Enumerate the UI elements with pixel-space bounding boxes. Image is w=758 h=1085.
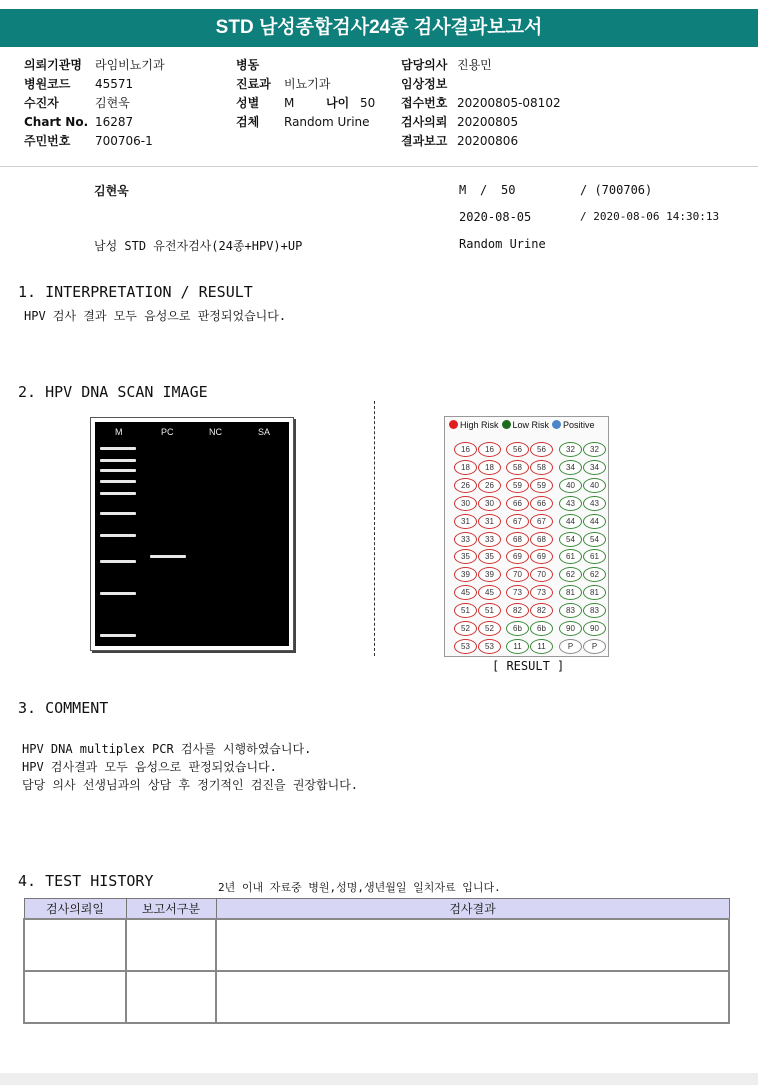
header-field-value: 700706-1 — [95, 134, 153, 148]
hpv-type-marker: 83 — [559, 603, 582, 618]
hpv-type-marker: 67 — [530, 514, 553, 529]
hpv-type-marker: 34 — [559, 460, 582, 475]
sex-age-field — [236, 94, 375, 112]
specimen-label: 검체 — [236, 115, 260, 129]
hpv-type-marker: 11 — [506, 639, 529, 654]
summary-separator: / — [480, 183, 488, 197]
hpv-type-marker: 81 — [583, 585, 606, 600]
hpv-type-marker: 16 — [454, 442, 477, 457]
history-cell — [216, 971, 729, 1023]
legend-item — [449, 420, 499, 430]
hpv-type-marker: 51 — [454, 603, 477, 618]
hpv-type-marker: 52 — [478, 621, 501, 636]
age-label: 나이 — [326, 96, 350, 110]
hpv-type-marker: P — [559, 639, 582, 654]
hpv-type-marker: 34 — [583, 460, 606, 475]
hpv-type-marker: 32 — [559, 442, 582, 457]
comment-line-1: HPV DNA multiplex PCR 검사를 시행하였습니다. — [22, 742, 312, 756]
header-field — [401, 94, 561, 112]
marker-band — [100, 480, 136, 483]
header-field-label: Chart No. — [24, 115, 89, 129]
history-col-report-type: 보고서구분 — [126, 899, 216, 920]
hpv-type-marker: 53 — [478, 639, 501, 654]
header-field-label: 검사의뢰 — [401, 115, 448, 129]
hpv-type-marker: 59 — [530, 478, 553, 493]
history-cell — [24, 919, 126, 971]
specimen-field — [236, 113, 370, 131]
hpv-type-marker: 82 — [530, 603, 553, 618]
hpv-type-marker: 83 — [583, 603, 606, 618]
hpv-type-marker: 66 — [506, 496, 529, 511]
hpv-type-marker: 11 — [530, 639, 553, 654]
hpv-type-marker: 45 — [478, 585, 501, 600]
hpv-type-marker: 16 — [478, 442, 501, 457]
header-field-label: 주민번호 — [24, 134, 71, 148]
lane-label-sa: SA — [258, 427, 271, 437]
hpv-type-marker: 44 — [559, 514, 582, 529]
hpv-type-marker: 33 — [478, 532, 501, 547]
marker-band — [100, 592, 136, 595]
patient-age: 50 — [501, 183, 516, 197]
history-cell — [126, 971, 216, 1023]
section-hpv-image-title: 2. HPV DNA SCAN IMAGE — [18, 383, 208, 401]
header-field — [24, 94, 130, 112]
interpretation-text: HPV 검사 결과 모두 음성으로 판정되었습니다. — [24, 309, 287, 323]
legend-dot-icon — [552, 420, 561, 429]
hpv-type-marker: 69 — [530, 549, 553, 564]
header-field-value: 라임비뇨기과 — [95, 58, 165, 72]
history-cell — [126, 919, 216, 971]
header-field-label: 임상정보 — [401, 77, 448, 91]
hpv-type-marker: 31 — [454, 514, 477, 529]
header-field-label: 의뢰기관명 — [24, 58, 82, 72]
dept-field — [236, 75, 330, 93]
marker-band — [100, 447, 136, 450]
header-field — [24, 75, 133, 93]
header-field-label: 병원코드 — [24, 77, 71, 91]
hpv-type-marker: 70 — [530, 567, 553, 582]
hpv-type-marker: 45 — [454, 585, 477, 600]
hpv-type-marker: 73 — [530, 585, 553, 600]
hpv-type-marker: 30 — [478, 496, 501, 511]
ward-field — [236, 56, 263, 74]
marker-band — [100, 512, 136, 515]
table-row — [24, 919, 729, 971]
hpv-type-marker: 62 — [583, 567, 606, 582]
header-field-label: 담당의사 — [401, 58, 448, 72]
hpv-type-marker: 31 — [478, 514, 501, 529]
header-field — [401, 56, 492, 74]
lane-label-m: M — [115, 427, 123, 437]
history-header-row — [24, 899, 729, 920]
hpv-type-marker: 69 — [506, 549, 529, 564]
hpv-type-marker: 73 — [506, 585, 529, 600]
hpv-type-marker: 56 — [506, 442, 529, 457]
history-col-result: 검사결과 — [216, 899, 729, 920]
legend-label: High Risk — [460, 420, 499, 430]
section-comment-title: 3. COMMENT — [18, 699, 109, 717]
hpv-type-marker: 35 — [454, 549, 477, 564]
gel-electrophoresis-image — [90, 417, 294, 651]
header-field-value: 16287 — [95, 115, 134, 129]
hpv-type-marker: 56 — [530, 442, 553, 457]
hpv-type-marker: 54 — [583, 532, 606, 547]
header-field — [24, 132, 153, 150]
header-field-value: 45571 — [95, 77, 134, 91]
hpv-type-marker: 54 — [559, 532, 582, 547]
page-bottom-margin — [0, 1073, 758, 1085]
hpv-type-marker: 32 — [583, 442, 606, 457]
hpv-type-marker: 26 — [454, 478, 477, 493]
hpv-type-marker: 35 — [478, 549, 501, 564]
test-name: 남성 STD 유전자검사(24종+HPV)+UP — [94, 239, 303, 253]
age-value: 50 — [360, 96, 376, 110]
hpv-type-marker: 26 — [478, 478, 501, 493]
hpv-type-marker: 43 — [583, 496, 606, 511]
hpv-type-marker: 61 — [559, 549, 582, 564]
section-history-title: 4. TEST HISTORY — [18, 872, 154, 890]
marker-band — [100, 459, 136, 462]
hpv-type-marker: 30 — [454, 496, 477, 511]
header-field-value: 20200805-08102 — [457, 96, 561, 110]
dept-value: 비뇨기과 — [284, 77, 331, 91]
hpv-type-marker: 33 — [454, 532, 477, 547]
hpv-type-marker: 66 — [530, 496, 553, 511]
table-row — [24, 971, 729, 1023]
test-history-table — [23, 898, 730, 1024]
header-field-label: 접수번호 — [401, 96, 448, 110]
image-divider — [374, 401, 375, 656]
hpv-type-marker: 58 — [506, 460, 529, 475]
report-datetime: / 2020-08-06 14:30:13 — [580, 210, 720, 223]
hpv-type-marker: 59 — [506, 478, 529, 493]
hpv-type-marker: 53 — [454, 639, 477, 654]
history-note: 2년 이내 자료중 병원,성명,생년월일 일치자료 입니다. — [218, 881, 501, 894]
hpv-type-marker: 6b — [530, 621, 553, 636]
sex-value: M — [284, 96, 295, 110]
hpv-type-marker: 40 — [559, 478, 582, 493]
hpv-type-marker: 62 — [559, 567, 582, 582]
summary-specimen: Random Urine — [459, 237, 546, 251]
hpv-type-marker: 68 — [506, 532, 529, 547]
hpv-type-marker: 58 — [530, 460, 553, 475]
hpv-type-marker: 51 — [478, 603, 501, 618]
header-field-label: 결과보고 — [401, 134, 448, 148]
header-field — [24, 56, 165, 74]
lane-label-pc: PC — [161, 427, 174, 437]
hpv-type-marker: 82 — [506, 603, 529, 618]
patient-name: 김현욱 — [94, 184, 129, 198]
hpv-type-marker: 39 — [478, 567, 501, 582]
hpv-type-marker: 90 — [583, 621, 606, 636]
hpv-type-marker: 44 — [583, 514, 606, 529]
hpv-type-marker: 68 — [530, 532, 553, 547]
header-field-label: 수진자 — [24, 96, 59, 110]
legend-label: Positive — [563, 420, 595, 430]
hpv-type-marker: 90 — [559, 621, 582, 636]
hpv-type-marker: 39 — [454, 567, 477, 582]
legend-dot-icon — [502, 420, 511, 429]
hpv-type-marker: 70 — [506, 567, 529, 582]
history-cell — [216, 919, 729, 971]
hpv-type-marker: 52 — [454, 621, 477, 636]
hpv-legend — [449, 420, 598, 430]
request-date: 2020-08-05 — [459, 210, 532, 224]
gel-background — [95, 422, 289, 646]
marker-band — [100, 469, 136, 472]
hpv-type-marker: 18 — [478, 460, 501, 475]
header-field-value: 김현욱 — [95, 96, 130, 110]
header-field — [401, 75, 457, 93]
patient-sex: M — [459, 183, 467, 197]
hpv-type-marker: P — [583, 639, 606, 654]
header-field-value: 20200806 — [457, 134, 519, 148]
sex-label: 성별 — [236, 96, 260, 110]
hpv-type-marker: 18 — [454, 460, 477, 475]
result-caption: [ RESULT ] — [492, 659, 565, 673]
hpv-type-marker: 40 — [583, 478, 606, 493]
dept-label: 진료과 — [236, 77, 271, 91]
section-interpretation-title: 1. INTERPRETATION / RESULT — [18, 283, 253, 301]
pc-band — [150, 555, 186, 558]
hpv-type-marker: 6b — [506, 621, 529, 636]
comment-line-2: HPV 검사결과 모두 음성으로 판정되었습니다. — [22, 760, 277, 774]
lane-label-nc: NC — [209, 427, 222, 437]
comment-line-3: 담당 의사 선생님과의 상담 후 정기적인 검진을 권장합니다. — [22, 778, 359, 792]
header-field — [401, 132, 518, 150]
history-cell — [24, 971, 126, 1023]
header-field-value: 진용민 — [457, 58, 492, 72]
header-field — [24, 113, 133, 131]
legend-dot-icon — [449, 420, 458, 429]
hpv-result-panel — [444, 416, 609, 657]
marker-band — [100, 492, 136, 495]
ward-label: 병동 — [236, 58, 260, 72]
marker-band — [100, 634, 136, 637]
patient-birth: / (700706) — [580, 183, 653, 197]
hpv-type-marker: 43 — [559, 496, 582, 511]
marker-band — [100, 560, 136, 563]
header-field — [401, 113, 518, 131]
legend-item — [552, 420, 595, 430]
legend-item — [502, 420, 550, 430]
hpv-type-marker: 61 — [583, 549, 606, 564]
hpv-type-marker: 67 — [506, 514, 529, 529]
header-field-value: 20200805 — [457, 115, 519, 129]
specimen-value: Random Urine — [284, 115, 370, 129]
legend-label: Low Risk — [512, 420, 550, 430]
report-title: STD 남성종합검사24종 검사결과보고서 — [0, 9, 758, 47]
marker-band — [100, 534, 136, 537]
hpv-type-marker: 81 — [559, 585, 582, 600]
header-divider — [0, 166, 758, 167]
history-col-request-date: 검사의뢰일 — [24, 899, 126, 920]
